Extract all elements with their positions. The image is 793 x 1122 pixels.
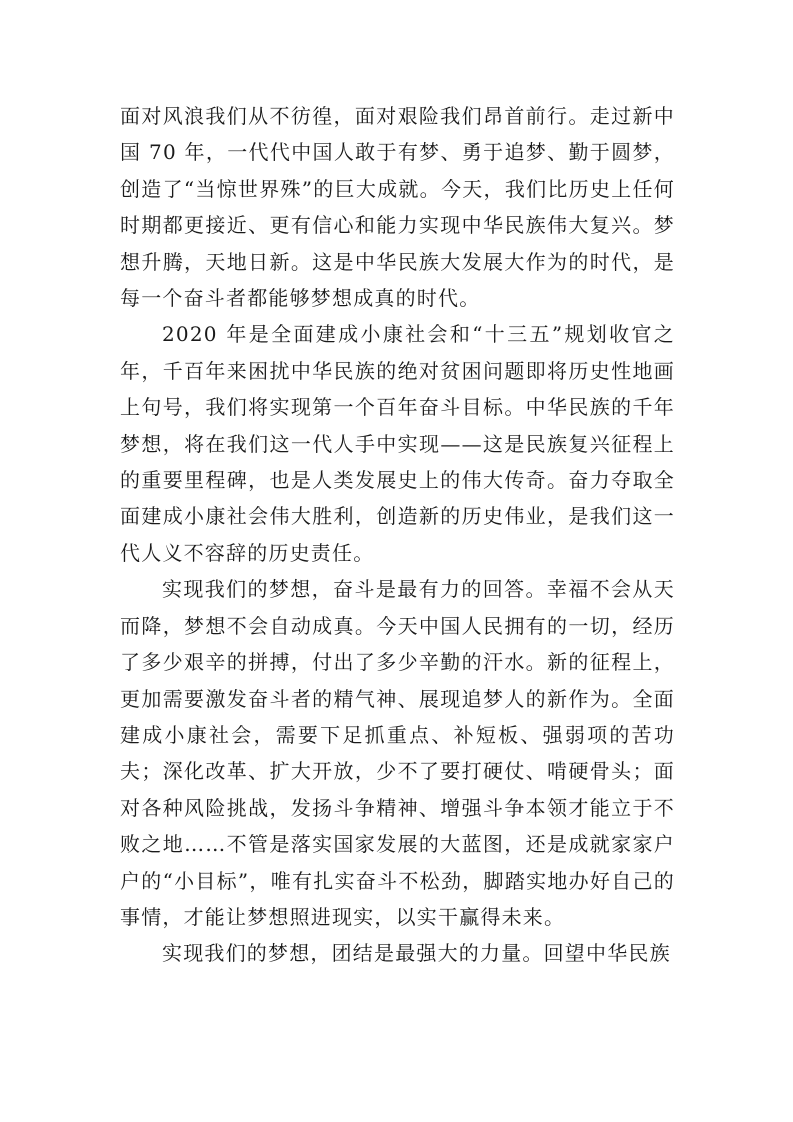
paragraph-2: 2020 年是全面建成小康社会和“十三五”规划收官之年，千百年来困扰中华民族的绝对贫困问题即将历史性地画上句号，我们将实现第一个百年奋斗目标。中华民族的千年梦想，将在我们这一代人手中实现——这是民族复兴征程上的重要里程碑，也是人类发展史上的伟大传奇。奋力夺取全面建成小康社会伟大胜利，创造新的历史伟业，是我们这一代人义不容辞的历史责任。 [120, 322, 675, 565]
paragraph-4: 实现我们的梦想，团结是最强大的力量。回望中华民族 [162, 941, 671, 966]
paragraph-3: 实现我们的梦想，奋斗是最有力的回答。幸福不会从天而降，梦想不会自动成真。今天中国人民拥有的一切，经历了多少艰辛的拼搏，付出了多少辛勤的汗水。新的征程上，更加需要激发奋斗者的精气神、展现追梦人的新作为。全面建成小康社会，需要下足抓重点、补短板、强弱项的苦功夫；深化改革、扩大开放，少不了要打硬仗、啃硬骨头；面对各种风险挑战，发扬斗争精神、增强斗争本领才能立于不败之地……不管是落实国家发展的大蓝图，还是成就家家户户的“小目标”，唯有扎实奋斗不松劲，脚踏实地办好自己的事情，才能让梦想照进现实，以实干赢得未来。 [120, 577, 675, 929]
body-text [120, 98, 675, 972]
paragraph-1: 面对风浪我们从不彷徨，面对艰险我们昂首前行。走过新中国 70 年，一代代中国人敢于有梦、勇于追梦、勤于圆梦，创造了“当惊世界殊”的巨大成就。今天，我们比历史上任何时期都更接近、更有信心和能力实现中华民族伟大复兴。梦想升腾，天地日新。这是中华民族大发展大作为的时代，是每一个奋斗者都能够梦想成真的时代。 [120, 104, 675, 311]
